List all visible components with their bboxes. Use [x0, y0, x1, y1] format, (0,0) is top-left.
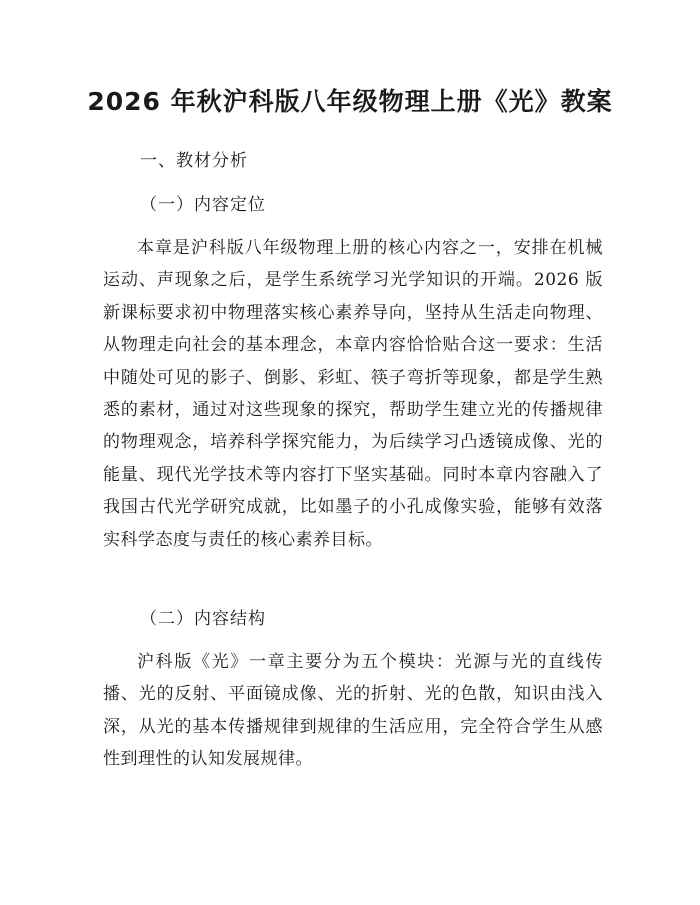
paragraph-content-positioning: 本章是沪科版八年级物理上册的核心内容之一，安排在机械运动、声现象之后，是学生系统学习光学知识的开端。2026 版新课标要求初中物理落实核心素养导向，坚持从生活走向物理、从物理走向社会的基本理念，本章内容恰恰贴合这一要求：生活中随处可见的影子、倒影、彩虹、筷子弯折等现象，都是学生熟悉的素材，通过对这些现象的探究，帮助学生建立光的传播规律的物理观念，培养科学探究能力，为后续学习凸透镜成像、光的能量、现代光学技术等内容打下坚实基础。同时本章内容融入了我国古代光学研究成就，比如墨子的小孔成像实验，能够有效落实科学态度与责任的核心素养目标。: [103, 238, 603, 550]
document-title: 2026 年秋沪科版八年级物理上册《光》教案: [87, 87, 613, 116]
subsection-heading-content-positioning: （一）内容定位: [140, 195, 266, 215]
section-heading-textbook-analysis: 一、教材分析: [140, 151, 248, 171]
paragraph-content-structure: 沪科版《光》一章主要分为五个模块：光源与光的直线传播、光的反射、平面镜成像、光的折射、光的色散，知识由浅入深，从光的基本传播规律到规律的生活应用，完全符合学生从感性到理性的认知发展规律。: [103, 652, 603, 770]
subsection-heading-content-structure: （二）内容结构: [140, 609, 266, 629]
